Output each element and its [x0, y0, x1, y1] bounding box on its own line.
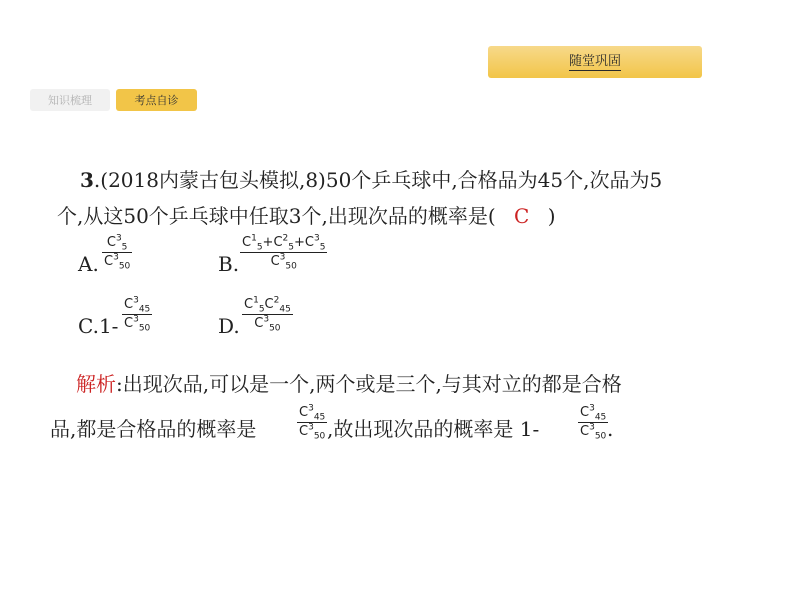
- solution-line-2a: 品,都是合格品的概率是: [50, 417, 257, 441]
- solution-period: .: [607, 417, 614, 441]
- question-text-1: .(2018内蒙古包头模拟,8)50个乒乓球中,合格品为45个,次品为5: [93, 168, 663, 192]
- question-line-2: [57, 204, 556, 228]
- option-b-label: B.: [218, 252, 240, 276]
- solution-line-1: [76, 372, 622, 396]
- option-b-fraction: $C^1_5+C^2_5+C^3_5$ $C^3_{50}$: [242, 233, 326, 272]
- tab-knowledge-review[interactable]: 知识梳理: [30, 89, 110, 111]
- option-a-fraction: $C^3_5$ $C^3_{50}$: [104, 233, 131, 272]
- tab-self-test[interactable]: 考点自诊: [116, 89, 197, 111]
- answer-choice: C: [514, 204, 530, 228]
- solution-fraction-1: $C^3_{45}$ $C^3_{50}$: [299, 403, 326, 442]
- option-d-fraction: $C^1_5C^2_{45}$ $C^3_{50}$: [244, 295, 291, 334]
- solution-line-2b: ,故出现次品的概率是 1-: [327, 417, 540, 441]
- option-c-fraction: $C^3_{45}$ $C^3_{50}$: [124, 295, 151, 334]
- solution-text-1: :出现次品,可以是一个,两个或是三个,与其对立的都是合格: [116, 372, 622, 396]
- option-a-label: A.: [78, 252, 99, 276]
- tab-practice[interactable]: [488, 46, 702, 78]
- question-number: 3: [80, 168, 94, 192]
- question-text-2: 个,从这50个乒乓球中任取3个,出现次品的概率是(: [57, 204, 496, 228]
- option-d-label: D.: [218, 314, 240, 338]
- option-c-label: C.1-: [78, 314, 119, 338]
- solution-fraction-2: $C^3_{45}$ $C^3_{50}$: [580, 403, 607, 442]
- question-paren-close: ): [547, 204, 556, 228]
- question-line-1: [80, 168, 662, 192]
- solution-label: 解析: [76, 372, 116, 396]
- tab-practice-label: 随堂巩固: [568, 53, 621, 69]
